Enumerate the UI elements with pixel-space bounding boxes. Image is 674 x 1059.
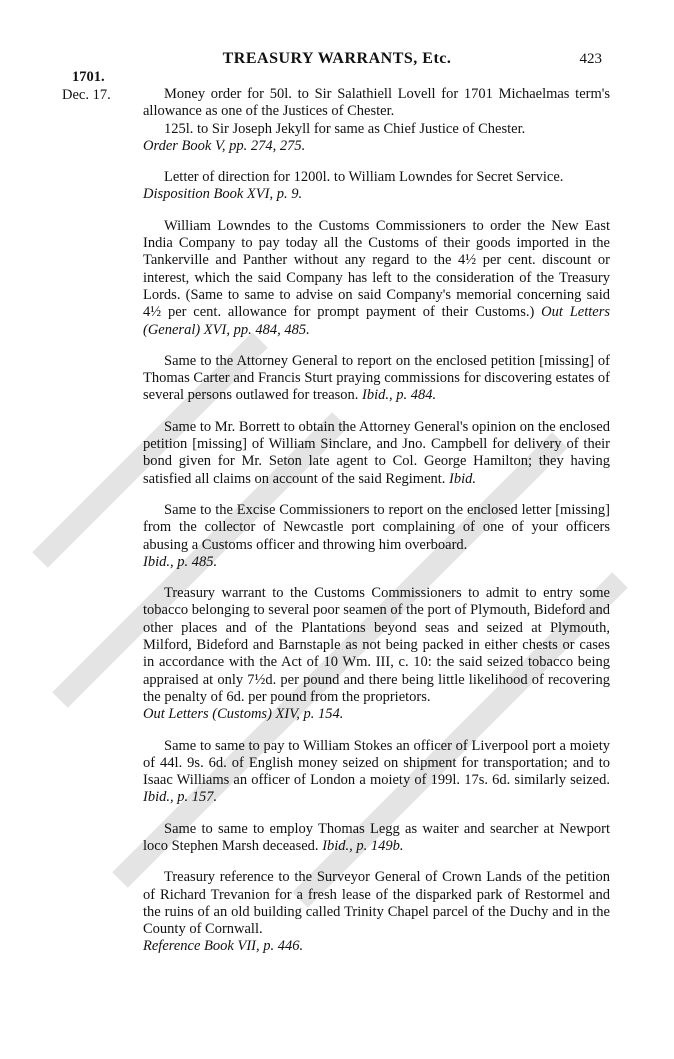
entry-text-continued: 125l. to Sir Joseph Jekyll for same as Chief Justice of Chester.	[164, 120, 526, 137]
entry	[143, 585, 610, 723]
entry-reference: Order Book V, pp. 274, 275.	[143, 137, 306, 154]
entry-body: Letter of direction for 1200l. to William Lowndes for Secret Service.	[164, 169, 564, 186]
entry-reference: Ibid., p. 149b.	[322, 837, 404, 854]
entry-text	[143, 169, 610, 204]
entry-body: Same to same to employ Thomas Legg as waiter and searcher at Newport loco Stephen Marsh deceased.	[143, 820, 610, 854]
entry-body: Same to same to pay to William Stokes an officer of Liverpool port a moiety of 44l. 9s. 6d. of English money seized on shipment for transportation; and to Isaac Williams an officer of London a moiety of 199l. 17s. 6d. similarly seized.	[143, 737, 610, 789]
entry	[143, 821, 610, 856]
margin-year: 1701.	[72, 69, 105, 85]
entry-text	[143, 585, 610, 723]
entry	[143, 869, 610, 955]
entry-body: Same to the Excise Commissioners to report on the enclosed letter [missing] from the collector of Newcastle port complaining of one of your officers abusing a Customs officer and throwing him overboard.	[143, 501, 610, 553]
entry-text	[143, 419, 610, 488]
entry-reference: Ibid., p. 484.	[362, 387, 437, 404]
entry	[143, 86, 610, 155]
document-body	[143, 86, 610, 970]
entry-text	[143, 218, 610, 339]
entry-reference: Disposition Book XVI, p. 9.	[143, 186, 303, 203]
entry-reference: Ibid., p. 485.	[143, 553, 218, 570]
entry-text	[143, 738, 610, 807]
entry-reference: Out Letters (General) XVI, pp. 484, 485.	[143, 304, 611, 338]
entry-text: Money order for 50l. to Sir Salathiell Lovell for 1701 Michaelmas term's allowance as one of the Justices of Chester.	[143, 86, 610, 120]
entry	[143, 419, 610, 488]
margin-date: Dec. 17.	[62, 87, 111, 103]
entry-body: Same to the Attorney General to report on the enclosed petition [missing] of Thomas Carter and Francis Sturt praying commissions for discovering estates of several persons outlawed for treason.	[143, 352, 610, 404]
entry-reference: Ibid.	[449, 470, 477, 487]
entry	[143, 502, 610, 571]
page-number: 423	[579, 51, 602, 67]
running-title: TREASURY WARRANTS, Etc.	[222, 50, 452, 67]
entry-reference: Ibid., p. 157.	[143, 789, 218, 806]
entry-text	[143, 121, 610, 156]
entry	[143, 169, 610, 204]
entry-text	[143, 821, 610, 856]
entry-text	[143, 869, 610, 955]
entry-body: Treasury reference to the Surveyor General of Crown Lands of the petition of Richard Trevanion for a fresh lease of the disparked park of Restormel and the ruins of an old building called Trinity Chapel parcel of the Duchy and in the County of Cornwall.	[143, 869, 610, 938]
entry-body: Treasury warrant to the Customs Commissioners to admit to entry some tobacco belonging to several poor seamen of the port of Plymouth, Bideford and other places and of the Plantations beyond seas and seized at Plymouth, Milford, Bideford and Barnstaple as not being packed in either chests or cases in accordance with the Act of 10 Wm. III, c. 10: the said seized tobacco being appraised at only 7½d. per pound and there being little likelihood of recovering the penalty of 6d. per pound from the proprietors.	[143, 585, 610, 705]
entry-reference: Reference Book VII, p. 446.	[143, 938, 304, 955]
entry-text	[143, 353, 610, 405]
entry-body: William Lowndes to the Customs Commissioners to order the New East India Company to pay today all the Customs of their goods imported in the Tankerville and Panther without any regard to the 4½ per cent. discount or interest, which the said Company has left to the consideration of the Treasury Lords. (Same to same to advise on said Company's memorial concerning said 4½ per cent. allowance for prompt payment of their Customs.)	[143, 217, 610, 321]
entry	[143, 353, 610, 405]
entry-reference: Out Letters (Customs) XIV, p. 154.	[143, 706, 344, 723]
entry-text	[143, 502, 610, 571]
entry	[143, 738, 610, 807]
entry	[143, 218, 610, 339]
entry-body: Same to Mr. Borrett to obtain the Attorney General's opinion on the enclosed petition [missing] of William Sinclare, and Jno. Campbell for delivery of their bond given for Mr. Seton late agent to Col. George Hamilton; they having satisfied all claims on account of the said Regiment.	[143, 418, 610, 487]
